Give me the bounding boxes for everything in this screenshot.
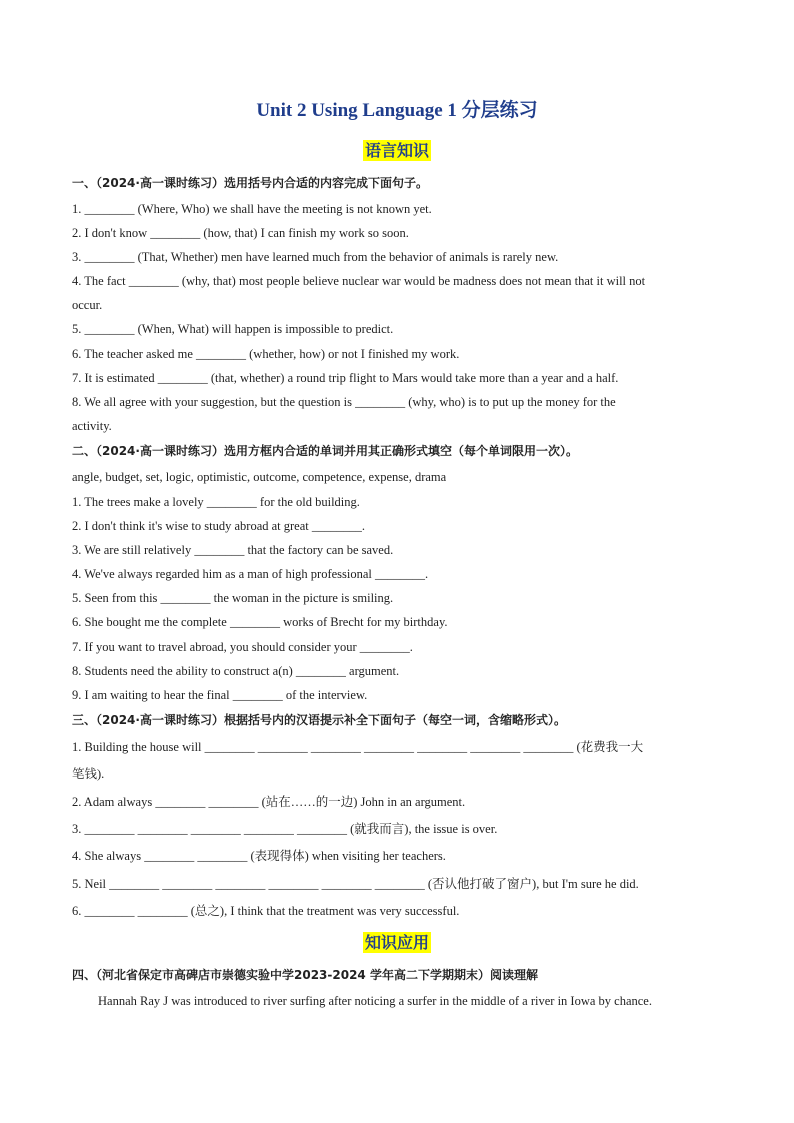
question-1-heading: 一、（2024·高一课时练习）选用括号内合适的内容完成下面句子。 <box>72 176 428 190</box>
q1-item: 4. The fact ________ (why, that) most people believe nuclear war would be madness does not mean that it will not <box>72 274 646 288</box>
page-title: Unit 2 Using Language 1 分层练习 <box>256 100 538 121</box>
question-3-heading: 三、（2024·高一课时练习）根据括号内的汉语提示补全下面句子（每空一词，含缩略形式）。 <box>72 713 566 727</box>
q1-item: 6. The teacher asked me ________ (whether, how) or not I finished my work. <box>72 347 460 361</box>
q2-item: 1. The trees make a lovely ________ for the old building. <box>72 495 360 509</box>
word-bank: angle, budget, set, logic, optimistic, outcome, competence, expense, drama <box>72 470 447 484</box>
q3-item: 1. Building the house will ________ ________ ________ ________ ________ ________ ________ (花费我一大 <box>72 740 644 754</box>
q2-item: 9. I am waiting to hear the final ________ of the interview. <box>72 688 368 702</box>
q3-item: 4. She always ________ ________ (表现得体) when visiting her teachers. <box>72 849 446 863</box>
q2-item: 8. Students need the ability to construct a(n) ________ argument. <box>72 664 400 678</box>
q1-item: 7. It is estimated ________ (that, whether) a round trip flight to Mars would take more than a year and a half. <box>72 371 619 385</box>
q1-item: occur. <box>72 298 103 312</box>
q3-item: 3. ________ ________ ________ ________ ________ (就我而言), the issue is over. <box>72 822 498 836</box>
q2-item: 4. We've always regarded him as a man of high professional ________. <box>72 567 429 581</box>
q1-item: 1. ________ (Where, Who) we shall have the meeting is not known yet. <box>72 202 432 216</box>
q2-item: 6. She bought me the complete ________ works of Brecht for my birthday. <box>72 615 448 629</box>
q2-item: 2. I don't think it's wise to study abroad at great ________. <box>72 519 366 533</box>
q2-item: 3. We are still relatively ________ that the factory can be saved. <box>72 543 394 557</box>
section-heading-knowledge-application: 知识应用 <box>364 933 429 952</box>
q1-item: activity. <box>72 419 112 433</box>
q3-item: 6. ________ ________ (总之), I think that the treatment was very successful. <box>72 904 460 918</box>
q1-item: 3. ________ (That, Whether) men have learned much from the behavior of animals is rarely new. <box>72 250 559 264</box>
q1-item: 5. ________ (When, What) will happen is impossible to predict. <box>72 322 394 336</box>
q3-item: 笔钱). <box>72 767 105 781</box>
q1-item: 2. I don't know ________ (how, that) I can finish my work so soon. <box>72 226 409 240</box>
q3-item: 2. Adam always ________ ________ (站在……的一边) John in an argument. <box>72 795 466 809</box>
q3-item: 5. Neil ________ ________ ________ ________ ________ ________ (否认他打破了窗户), but I'm sure he did. <box>72 877 639 891</box>
reading-passage: Hannah Ray J was introduced to river surfing after noticing a surfer in the middle of a river in Iowa by chance. <box>98 994 652 1008</box>
question-2-heading: 二、（2024·高一课时练习）选用方框内合适的单词并用其正确形式填空（每个单词限用一次）。 <box>72 444 578 458</box>
q2-item: 5. Seen from this ________ the woman in the picture is smiling. <box>72 591 394 605</box>
question-4-heading: 四、（河北省保定市高碑店市崇德实验中学2023-2024 学年高二下学期期末）阅读理解 <box>72 968 538 982</box>
q1-item: 8. We all agree with your suggestion, but the question is ________ (why, who) is to put up the money for the <box>72 395 616 409</box>
section-heading-language-knowledge: 语言知识 <box>364 141 429 160</box>
q2-item: 7. If you want to travel abroad, you should consider your ________. <box>72 640 413 654</box>
